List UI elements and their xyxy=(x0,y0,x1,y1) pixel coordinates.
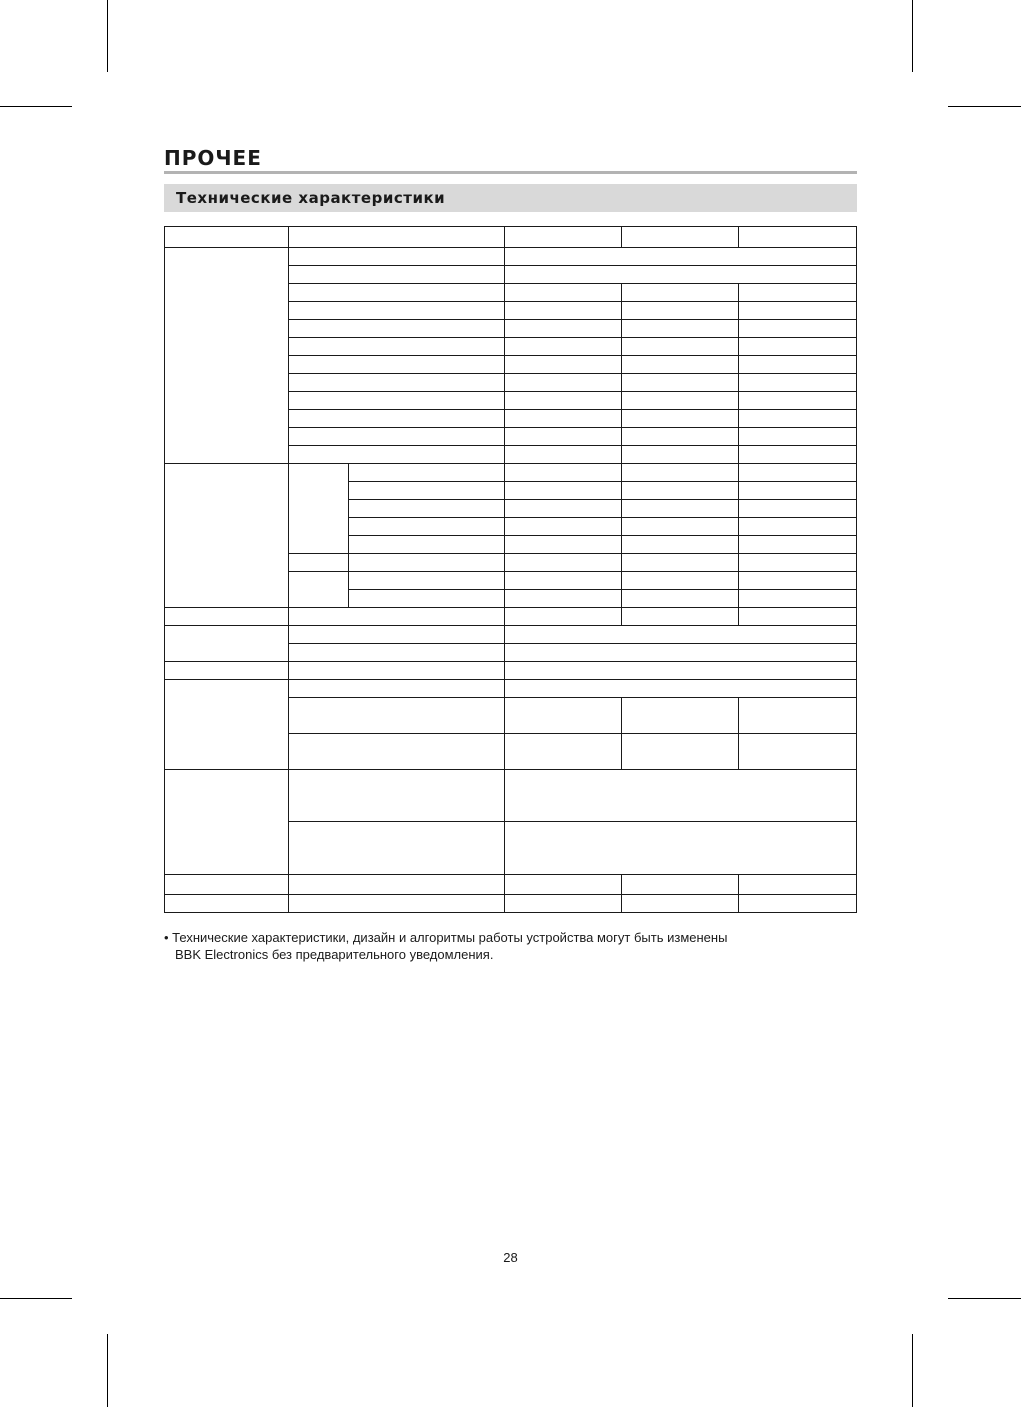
footnote-line-1: • Технические характеристики, дизайн и алгоритмы работы устройства могут быть изменены xyxy=(164,930,728,945)
table-row xyxy=(165,626,857,644)
crop-mark xyxy=(107,1334,108,1407)
subsection-bar xyxy=(164,184,857,212)
crop-mark xyxy=(912,1334,913,1407)
table-row xyxy=(165,227,857,248)
crop-mark xyxy=(107,0,108,72)
table-row xyxy=(165,875,857,895)
specifications-table xyxy=(164,226,857,913)
table-row xyxy=(165,248,857,266)
table-row xyxy=(165,464,857,482)
footnote-line-2: BBK Electronics без предварительного уведомления. xyxy=(175,947,494,962)
table-row xyxy=(165,662,857,680)
crop-mark xyxy=(0,106,72,107)
footnote xyxy=(164,929,844,963)
crop-mark xyxy=(912,0,913,72)
table-row xyxy=(165,770,857,822)
subsection-title: Технические характеристики xyxy=(176,189,446,207)
table-row xyxy=(165,895,857,913)
crop-mark xyxy=(0,1298,72,1299)
table-row xyxy=(165,608,857,626)
page-number: 28 xyxy=(503,1250,518,1265)
crop-mark xyxy=(948,1298,1021,1299)
title-underline xyxy=(164,171,857,174)
crop-mark xyxy=(948,106,1021,107)
section-title: ПРОЧЕЕ xyxy=(164,146,262,170)
table-row xyxy=(165,680,857,698)
